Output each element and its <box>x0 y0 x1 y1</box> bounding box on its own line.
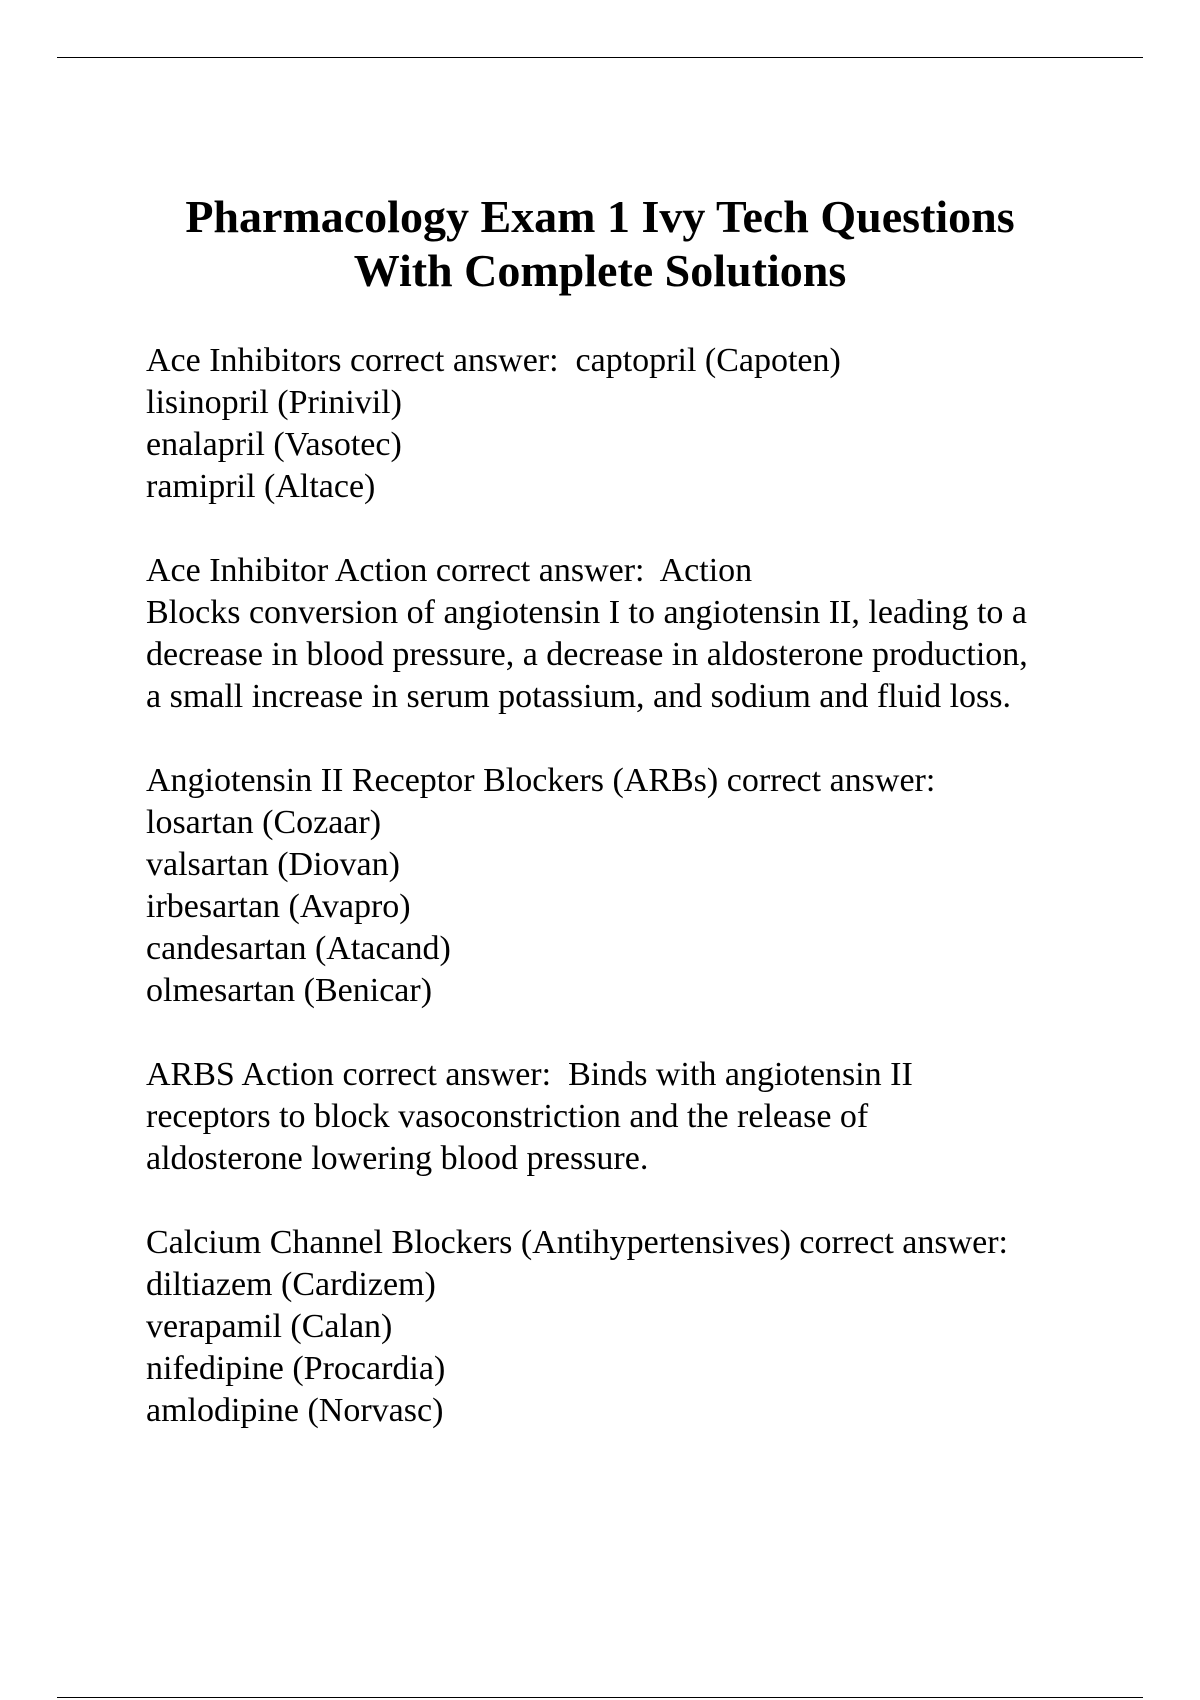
footer-rule <box>57 1697 1143 1698</box>
entry-line: diltiazem (Cardizem) <box>146 1266 436 1303</box>
qa-entry-ace-inhibitors <box>146 340 1146 508</box>
entry-line: verapamil (Calan) <box>146 1308 393 1345</box>
qa-entry-arbs <box>146 760 1146 1012</box>
entry-line: a small increase in serum potassium, and sodium and fluid loss. <box>146 678 1011 715</box>
document-body <box>146 340 1146 1474</box>
entry-line: amlodipine (Norvasc) <box>146 1392 444 1429</box>
document-title <box>100 190 1100 298</box>
entry-line: ARBS Action correct answer: Binds with angiotensin II <box>146 1056 913 1093</box>
qa-entry-calcium-channel-blockers <box>146 1222 1146 1432</box>
title-line-2: With Complete Solutions <box>353 245 847 296</box>
entry-line: Angiotensin II Receptor Blockers (ARBs) correct answer: <box>146 762 936 799</box>
entry-line: irbesartan (Avapro) <box>146 888 411 925</box>
header-rule <box>57 57 1143 58</box>
entry-line: decrease in blood pressure, a decrease in aldosterone production, <box>146 636 1028 673</box>
entry-line: ramipril (Altace) <box>146 468 376 505</box>
entry-line: Calcium Channel Blockers (Antihypertensives) correct answer: <box>146 1224 1009 1261</box>
qa-entry-ace-inhibitor-action <box>146 550 1146 718</box>
entry-line: nifedipine (Procardia) <box>146 1350 446 1387</box>
entry-line: candesartan (Atacand) <box>146 930 451 967</box>
entry-line: olmesartan (Benicar) <box>146 972 433 1009</box>
entry-line: Ace Inhibitors correct answer: captopril (Capoten) <box>146 342 841 379</box>
entry-line: aldosterone lowering blood pressure. <box>146 1140 649 1177</box>
entry-line: valsartan (Diovan) <box>146 846 400 883</box>
entry-line: receptors to block vasoconstriction and the release of <box>146 1098 869 1135</box>
entry-line: lisinopril (Prinivil) <box>146 384 402 421</box>
entry-line: Blocks conversion of angiotensin I to angiotensin II, leading to a <box>146 594 1027 631</box>
entry-line: enalapril (Vasotec) <box>146 426 402 463</box>
entry-line: losartan (Cozaar) <box>146 804 382 841</box>
title-line-1: Pharmacology Exam 1 Ivy Tech Questions <box>185 191 1015 242</box>
qa-entry-arbs-action <box>146 1054 1146 1180</box>
entry-line: Ace Inhibitor Action correct answer: Action <box>146 552 753 589</box>
